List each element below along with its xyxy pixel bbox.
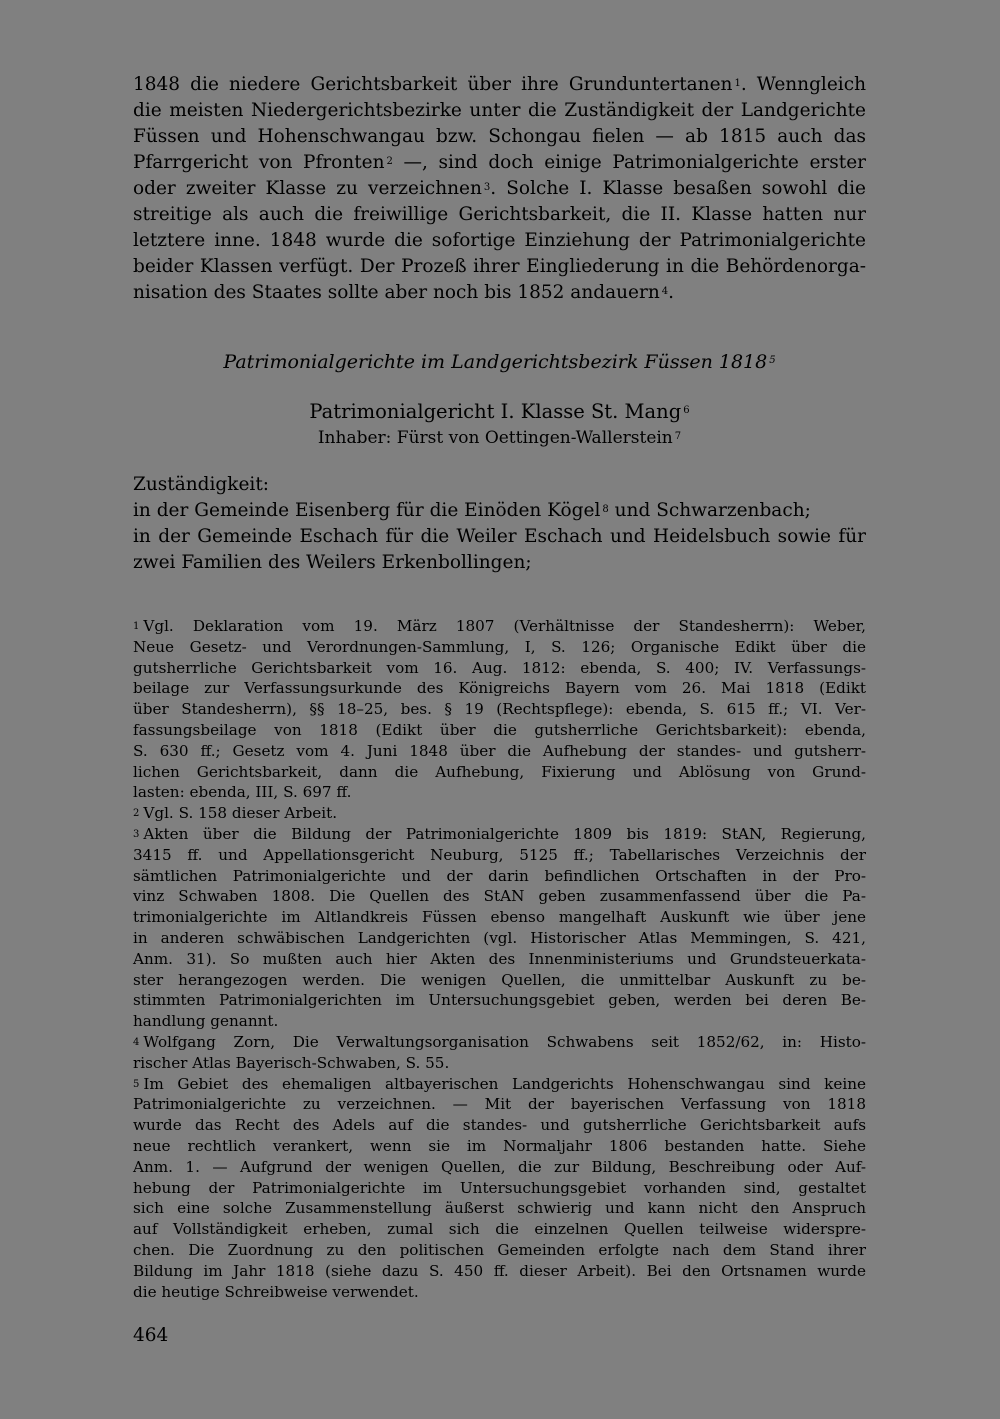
- line-text: in der Gemeinde Eisenberg für die Einöden Kögel: [133, 500, 601, 521]
- footnote-number: 4: [133, 1036, 140, 1048]
- footnote-line: [133, 1178, 866, 1199]
- footnote-number: 2: [133, 808, 140, 820]
- footnote-line: [133, 824, 866, 845]
- footnote-line: [133, 658, 866, 679]
- footnote-ref: 5: [769, 355, 776, 366]
- line-text: Füssen und Hohenschwangau bzw. Schongau fielen — ab 1815 auch das: [133, 126, 866, 147]
- footnote-line: [133, 637, 866, 658]
- footnote-text: fassungsbeilage von 1818 (Edikt über die gutsherrliche Gerichtsbarkeit): ebenda,: [133, 720, 866, 739]
- footnote-ref: 7: [674, 431, 682, 442]
- footnote-text: chen. Die Zuordnung zu den politischen Gemeinden erfolgte nach dem Stand ihrer: [133, 1240, 866, 1259]
- footnote-line: [133, 782, 866, 803]
- line-text: streitige als auch die freiwillige Gerichtsbarkeit, die II. Klasse hatten nur: [133, 204, 866, 225]
- footnote-text: lichen Gerichtsbarkeit, dann die Aufhebung, Fixierung und Ablösung von Grund-: [133, 762, 866, 781]
- line-text: die meisten Niedergerichtsbezirke unter die Zuständigkeit der Landgerichte: [133, 100, 866, 121]
- line-text: letztere inne. 1848 wurde die sofortige Einziehung der Patrimonialgerichte: [133, 230, 866, 251]
- line-text: Zuständigkeit:: [133, 474, 269, 495]
- footnote-text: trimonialgerichte im Altlandkreis Füssen ebenso mangelhaft Auskunft wie über jene: [133, 908, 866, 927]
- footnote-text: handlung genannt.: [133, 1012, 279, 1031]
- footnote-ref: 2: [386, 156, 393, 167]
- footnote-ref: 1: [734, 78, 741, 89]
- text-line: [133, 150, 866, 176]
- text-line: [133, 472, 866, 498]
- footnote-ref: 4: [661, 286, 669, 297]
- footnote-text: sämtlichen Patrimonialgerichte und der darin befindlichen Ortschaften in der Pro-: [133, 866, 866, 885]
- footnote-number: 5: [133, 1078, 140, 1090]
- footnote-text: lasten: ebenda, III, S. 697 ff.: [133, 783, 352, 802]
- text-line: [133, 254, 866, 280]
- footnote-line: [133, 1053, 866, 1074]
- intro-paragraph: [133, 72, 866, 306]
- footnote-text: Vgl. Deklaration vom 19. März 1807 (Verhältnisse der Standesherrn): Weber,: [143, 617, 866, 635]
- footnote-line: [133, 1074, 866, 1095]
- footnote-text: auf Vollständigkeit erheben, zumal sich die einzelnen Quellen teilweise widersprе-: [133, 1220, 866, 1239]
- footnote-line: [133, 741, 866, 762]
- footnote-text: über Standesherrn), §§ 18–25, bes. § 19 (Rechtspflege): ebenda, S. 615 ff.; VI. Ver-: [133, 700, 866, 719]
- line-text: 1848 die niedere Gerichtsbarkeit über ihre Grunduntertanen: [133, 74, 733, 95]
- footnote-text: gutsherrliche Gerichtsbarkeit vom 16. Aug. 1812: ebenda, S. 400; IV. Verfassungs-: [133, 658, 866, 677]
- section-heading-text: Patrimonialgerichte im Landgerichtsbezirk Füssen 1818: [223, 351, 768, 373]
- footnote-text: Akten über die Bildung der Patrimonialgerichte 1809 bis 1819: StAN, Regierung,: [143, 824, 866, 843]
- line-text: und Schwarzenbach;: [608, 500, 811, 521]
- line-text: Pfarrgericht von Pfronten: [133, 152, 385, 173]
- footnote-text: Anm. 1. — Aufgrund der wenigen Quellen, die zur Bildung, Beschreibung oder Auf-: [133, 1157, 866, 1176]
- line-text: zwei Familien des Weilers Erkenbollingen;: [133, 552, 532, 573]
- footnote-line: [133, 1157, 866, 1178]
- footnotes-section: [133, 616, 866, 1302]
- footnote-line: [133, 1011, 866, 1032]
- line-text: . Wenngleich: [740, 74, 866, 95]
- line-text: oder zweiter Klasse zu verzeichnen: [133, 178, 482, 199]
- footnote-line: [133, 845, 866, 866]
- text-line: [133, 202, 866, 228]
- footnote-line: [133, 678, 866, 699]
- footnote-line: [133, 1094, 866, 1115]
- footnote-line: [133, 949, 866, 970]
- court-title: [133, 398, 866, 426]
- text-line: [133, 498, 866, 524]
- text-line: [133, 124, 866, 150]
- footnote-text: Neue Gesetz- und Verordnungen-Sammlung, I, S. 126; Organische Edikt über die: [133, 637, 866, 656]
- footnote-text: rischer Atlas Bayerisch-Schwaben, S. 55.: [133, 1053, 450, 1072]
- text-line: [133, 550, 866, 576]
- footnote-text: Bildung im Jahr 1818 (siehe dazu S. 450 ff. dieser Arbeit). Bei den Ortsnamen wurde: [133, 1261, 866, 1280]
- footnote-line: [133, 1198, 866, 1219]
- text-line: [133, 72, 866, 98]
- footnote-text: Patrimonialgerichte zu verzeichnen. — Mit der bayerischen Verfassung von 1818: [133, 1095, 866, 1114]
- text-line: [133, 98, 866, 124]
- court-owner: [133, 426, 866, 450]
- competence-section: [133, 472, 866, 576]
- footnote-number: 1: [133, 621, 140, 632]
- footnote-line: [133, 1115, 866, 1136]
- footnote-ref: 8: [602, 504, 609, 515]
- footnote-line: [133, 1032, 866, 1053]
- footnote-text: neue rechtlich verankert, wenn sie im Normaljahr 1806 bestanden hatte. Siehe: [133, 1136, 866, 1155]
- footnote-line: [133, 699, 866, 720]
- text-line: [133, 228, 866, 254]
- footnote-text: sich eine solche Zusammenstellung äußerst schwierig und kann nicht den Anspruch: [133, 1199, 866, 1218]
- footnote-line: [133, 886, 866, 907]
- footnote-text: Anm. 31). So mußten auch hier Akten des Innenministeriums und Grundsteuerkata-: [133, 949, 866, 968]
- footnote-ref: 3: [483, 182, 491, 193]
- court-owner-text: Inhaber: Fürst von Oettingen-Wallerstein: [317, 428, 673, 448]
- footnote-line: [133, 990, 866, 1011]
- page-number: 464: [133, 1325, 169, 1346]
- footnote-line: [133, 866, 866, 887]
- text-line: [133, 176, 866, 202]
- footnote-number: 3: [133, 828, 140, 840]
- footnote-line: [133, 720, 866, 741]
- footnote-text: hebung der Patrimonialgerichte im Untersuchungsgebiet vorhanden sind, gestaltet: [133, 1178, 866, 1197]
- line-text: nisation des Staates sollte aber noch bis 1852 andauern: [133, 282, 660, 303]
- footnote-line: [133, 1219, 866, 1240]
- footnote-text: Wolfgang Zorn, Die Verwaltungsorganisation Schwabens seit 1852/62, in: Histo-: [143, 1032, 866, 1051]
- footnote-text: vinz Schwaben 1808. Die Quellen des StAN geben zusammenfassend über die Pa-: [133, 887, 866, 906]
- footnote-line: [133, 1261, 866, 1282]
- footnote-line: [133, 970, 866, 991]
- document-page: [133, 0, 866, 1419]
- footnote-line: [133, 616, 866, 637]
- footnote-line: [133, 803, 866, 824]
- footnote-text: S. 630 ff.; Gesetz vom 4. Juni 1848 über die Aufhebung der standes- und gutsherr-: [133, 741, 866, 760]
- text-line: [133, 280, 866, 306]
- footnote-line: [133, 907, 866, 928]
- line-text: in der Gemeinde Eschach für die Weiler Eschach und Heidelsbuch sowie für: [133, 526, 866, 547]
- footnote-line: [133, 928, 866, 949]
- footnote-line: [133, 1240, 866, 1261]
- line-text: —, sind doch einige Patrimonialgerichte erster: [392, 152, 866, 173]
- line-text: beider Klassen verfügt. Der Prozeß ihrer Eingliederung in die Behördenorga-: [133, 256, 866, 277]
- footnote-text: 3415 ff. und Appellationsgericht Neuburg, 5125 ff.; Tabellarisches Verzeichnis der: [133, 845, 866, 864]
- footnote-text: Im Gebiet des ehemaligen altbayerischen Landgerichts Hohenschwangau sind keine: [143, 1074, 866, 1093]
- section-heading: [133, 348, 866, 376]
- footnote-text: in anderen schwäbischen Landgerichten (vgl. Historischer Atlas Memmingen, S. 421,: [133, 928, 866, 947]
- footnote-text: stimmten Patrimonialgerichten im Untersuchungsgebiet geben, werden bei deren Be-: [133, 991, 866, 1010]
- text-line: [133, 524, 866, 550]
- court-title-text: Patrimonialgericht I. Klasse St. Mang: [309, 400, 682, 423]
- footnote-text: ster herangezogen werden. Die wenigen Quellen, die unmittelbar Auskunft zu be-: [133, 970, 866, 989]
- footnote-text: beilage zur Verfassungsurkunde des Königreichs Bayern vom 26. Mai 1818 (Edikt: [133, 679, 866, 698]
- line-text: .: [668, 282, 675, 303]
- footnote-text: wurde das Recht des Adels auf die standes- und gutsherrliche Gerichtsbarkeit aufs: [133, 1116, 866, 1135]
- footnote-line: [133, 762, 866, 783]
- footnote-ref: 6: [683, 405, 690, 416]
- line-text: . Solche I. Klasse besaßen sowohl die: [490, 178, 866, 199]
- footnote-text: die heutige Schreibweise verwendet.: [133, 1282, 419, 1301]
- footnote-text: Vgl. S. 158 dieser Arbeit.: [143, 804, 338, 823]
- footnote-line: [133, 1136, 866, 1157]
- footnote-line: [133, 1282, 866, 1303]
